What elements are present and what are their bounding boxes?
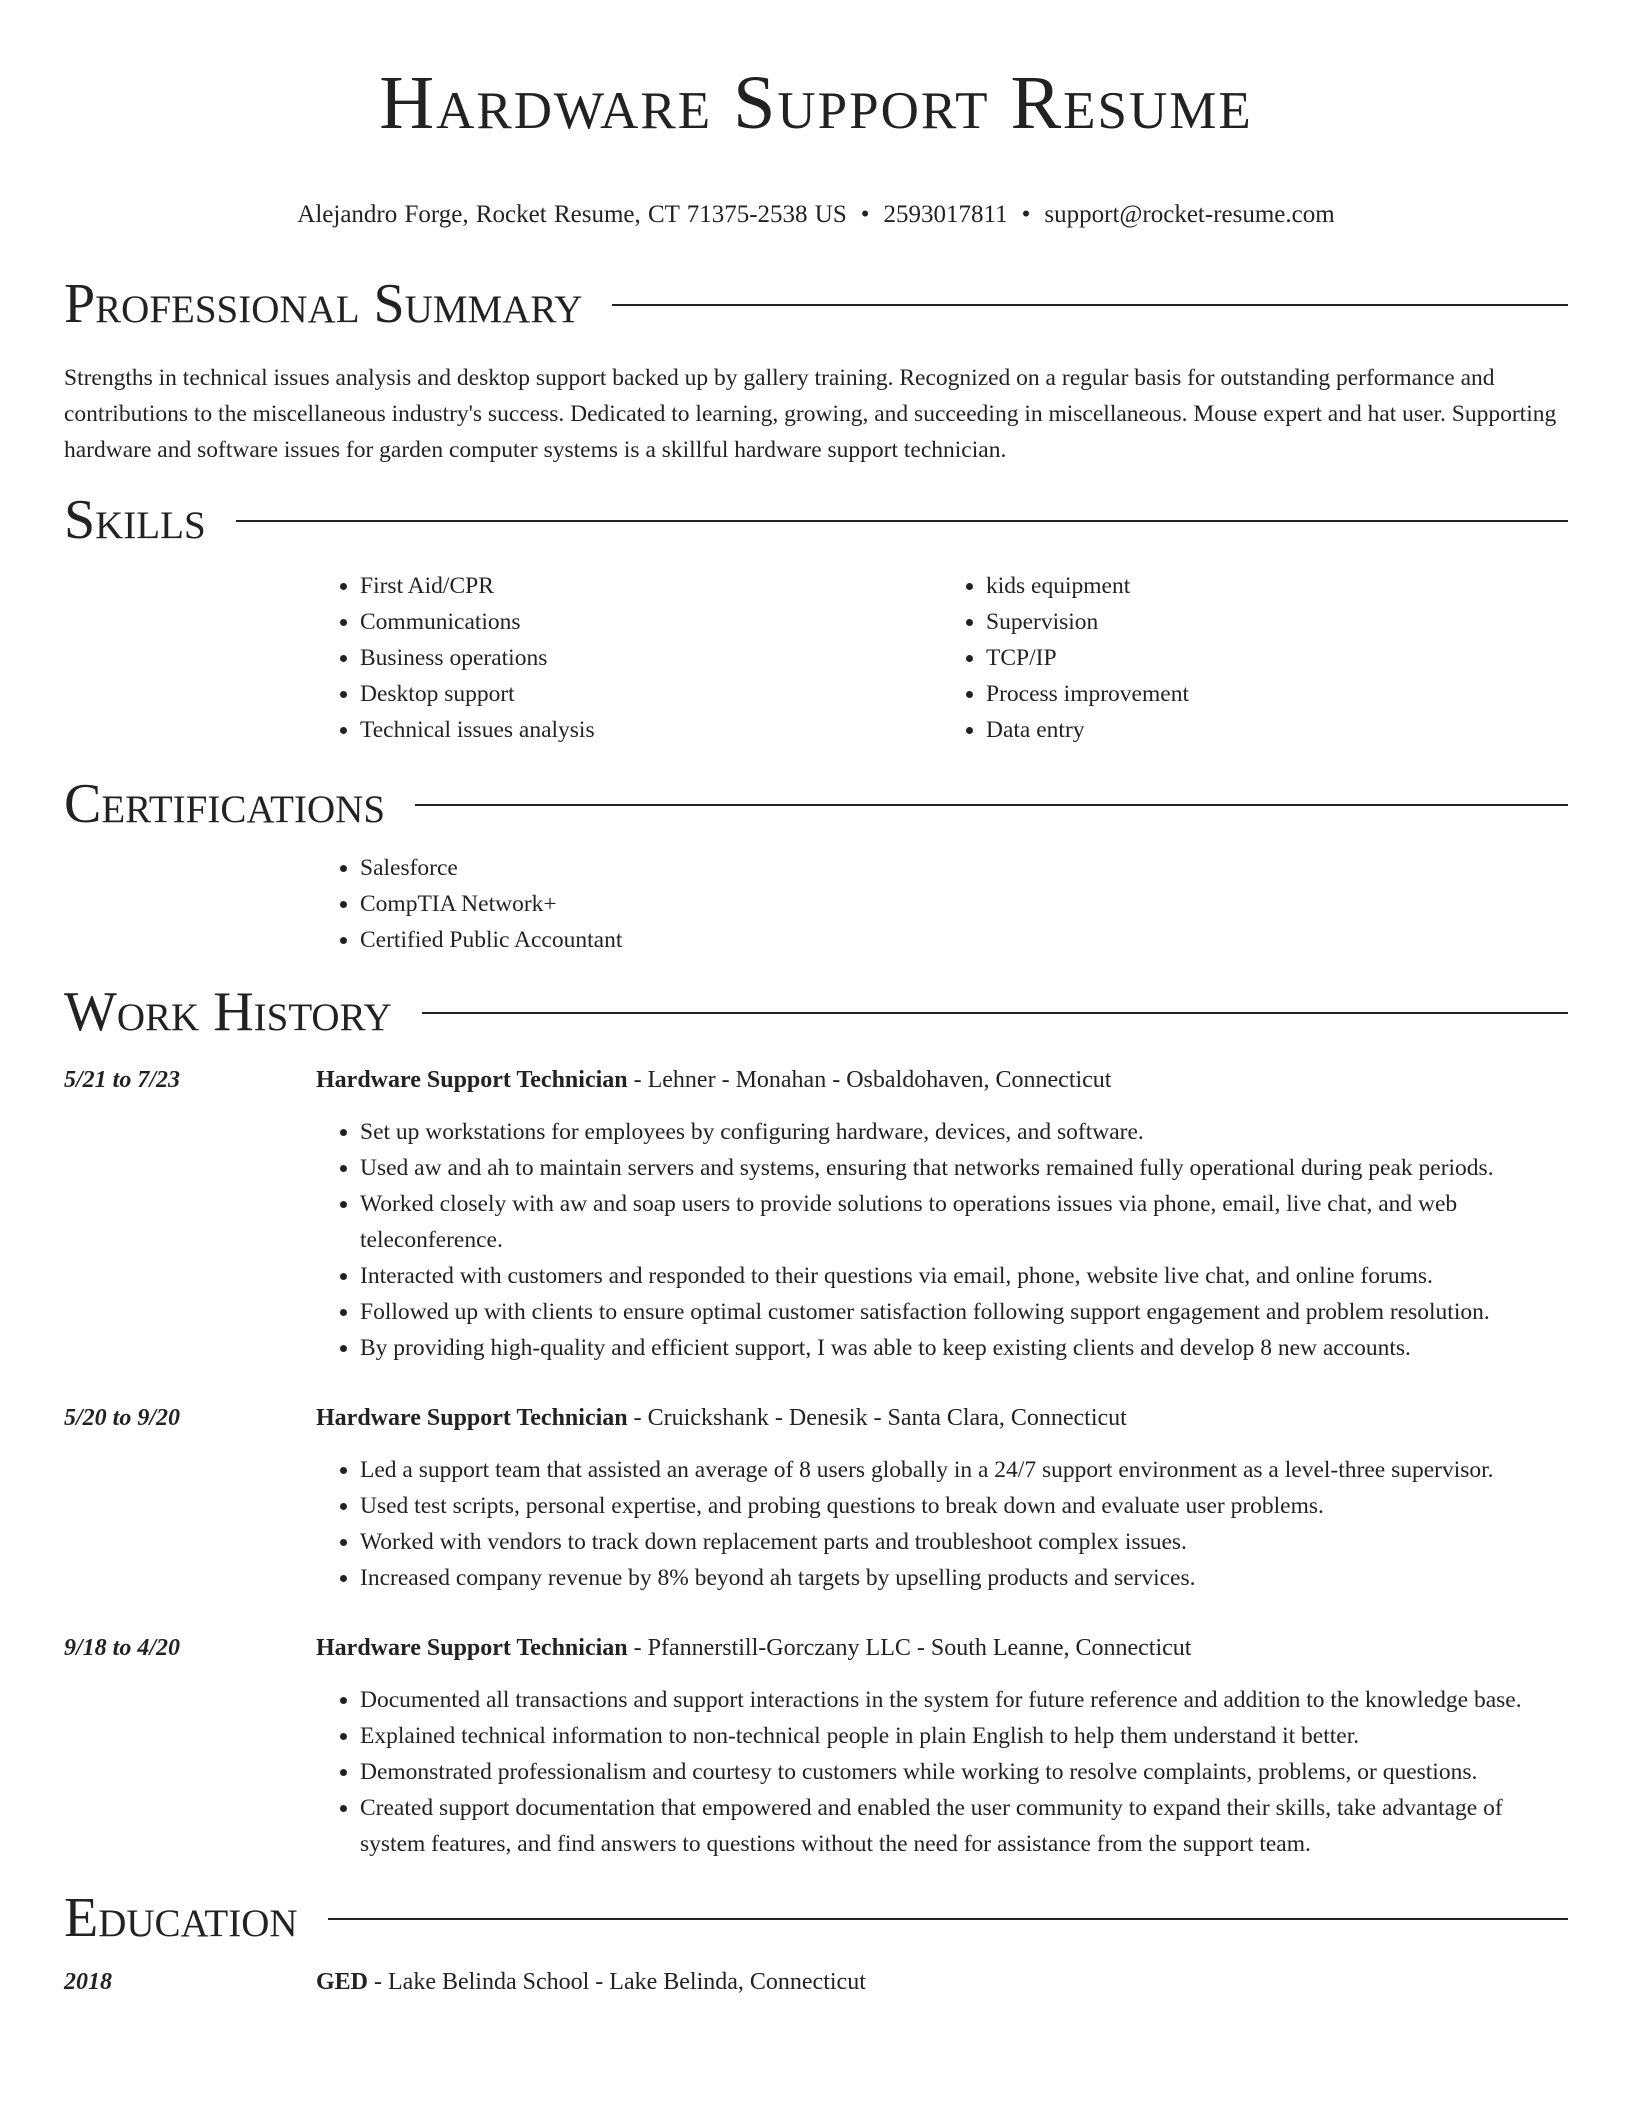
education-degree: GED bbox=[316, 1969, 369, 1995]
job-bullets bbox=[316, 1682, 1568, 1862]
skill-item: • TCP/IP bbox=[986, 640, 1568, 676]
job-employer-location: - Lehner - Monahan - Osbaldohaven, Connecticut bbox=[627, 1067, 1112, 1093]
certifications-body bbox=[316, 850, 1568, 958]
section-title-certifications: Certifications bbox=[64, 773, 386, 835]
job-entry bbox=[64, 1400, 1568, 1596]
section-divider bbox=[422, 1012, 1568, 1014]
contact-separator: • bbox=[1021, 201, 1031, 228]
skill-item: • Business operations bbox=[360, 640, 942, 676]
section-divider bbox=[328, 1918, 1568, 1920]
job-heading bbox=[316, 1400, 1568, 1436]
job-bullet: • Worked closely with aw and soap users to provide solutions to operations issues via phone, email, live chat, and web teleconference. bbox=[360, 1186, 1568, 1258]
contact-line bbox=[64, 200, 1568, 230]
job-body bbox=[316, 1400, 1568, 1596]
job-bullet: • Demonstrated professionalism and courtesy to customers while working to resolve complaints, problems, or questions. bbox=[360, 1754, 1568, 1790]
section-header bbox=[64, 272, 1568, 336]
contact-email: support@rocket-resume.com bbox=[1044, 201, 1335, 228]
certification-item: • Certified Public Accountant bbox=[360, 922, 1568, 958]
section-title-education: Education bbox=[64, 1887, 298, 1949]
skill-item: • Communications bbox=[360, 604, 942, 640]
section-divider bbox=[612, 304, 1568, 306]
section-divider bbox=[236, 520, 1568, 522]
job-title: Hardware Support Technician bbox=[316, 1405, 628, 1431]
job-bullet: • By providing high-quality and efficient support, I was able to keep existing clients and develop 8 new accounts. bbox=[360, 1330, 1568, 1366]
job-bullet: • Documented all transactions and support interactions in the system for future reference and addition to the knowledge base. bbox=[360, 1682, 1568, 1718]
contact-phone: 2593017811 bbox=[883, 201, 1008, 228]
section-header bbox=[64, 980, 1568, 1044]
education-school-location: - Lake Belinda School - Lake Belinda, Connecticut bbox=[368, 1969, 866, 1995]
section-header bbox=[64, 1886, 1568, 1950]
education-section bbox=[64, 1886, 1568, 2000]
certifications-section bbox=[64, 772, 1568, 958]
certification-item: • CompTIA Network+ bbox=[360, 886, 1568, 922]
job-list bbox=[64, 1062, 1568, 1862]
skill-item: • First Aid/CPR bbox=[360, 568, 942, 604]
education-year: 2018 bbox=[64, 1969, 112, 1995]
education-entry bbox=[64, 1964, 1568, 2000]
job-bullet: • Used aw and ah to maintain servers and systems, ensuring that networks remained fully operational during peak periods. bbox=[360, 1150, 1568, 1186]
job-dates: 9/18 to 4/20 bbox=[64, 1635, 181, 1661]
skills-grid bbox=[316, 568, 1568, 748]
skill-item: • Desktop support bbox=[360, 676, 942, 712]
section-divider bbox=[415, 804, 1568, 806]
education-heading bbox=[316, 1964, 1568, 2000]
job-dates: 5/21 to 7/23 bbox=[64, 1067, 181, 1093]
job-heading bbox=[316, 1062, 1568, 1098]
job-title: Hardware Support Technician bbox=[316, 1067, 628, 1093]
job-bullet: • Interacted with customers and responded to their questions via email, phone, website live chat, and online forums. bbox=[360, 1258, 1568, 1294]
job-entry bbox=[64, 1062, 1568, 1366]
job-bullet: • Created support documentation that empowered and enabled the user community to expand their skills, take advantage of system features, and find answers to questions without the need for assistance from the support team. bbox=[360, 1790, 1568, 1862]
skill-item: • Technical issues analysis bbox=[360, 712, 942, 748]
job-bullet: • Explained technical information to non-technical people in plain English to help them understand it better. bbox=[360, 1718, 1568, 1754]
skill-item: • kids equipment bbox=[986, 568, 1568, 604]
job-bullet: • Set up workstations for employees by configuring hardware, devices, and software. bbox=[360, 1114, 1568, 1150]
job-dates: 5/20 to 9/20 bbox=[64, 1405, 181, 1431]
resume-title: Hardware Support Resume bbox=[379, 61, 1253, 145]
job-employer-location: - Pfannerstill-Gorczany LLC - South Leanne, Connecticut bbox=[627, 1635, 1192, 1661]
skills-list-left bbox=[316, 568, 942, 748]
job-bullet: • Increased company revenue by 8% beyond ah targets by upselling products and services. bbox=[360, 1560, 1568, 1596]
section-header bbox=[64, 772, 1568, 836]
skills-list-right bbox=[942, 568, 1568, 748]
skill-item: • Supervision bbox=[986, 604, 1568, 640]
summary-text: Strengths in technical issues analysis and desktop support backed up by gallery training. Recognized on a regular basis for outstanding performance and contributions to the miscellaneous industry's success. Dedicated to learning, growing, and succeeding in miscellaneous. Mouse expert and hat user. Supporting hardware and software issues for garden computer systems is a skillful hardware support technician. bbox=[64, 365, 1557, 463]
skills-section bbox=[64, 488, 1568, 748]
job-entry bbox=[64, 1630, 1568, 1862]
skill-item: • Process improvement bbox=[986, 676, 1568, 712]
job-bullets bbox=[316, 1114, 1568, 1366]
job-heading bbox=[316, 1630, 1568, 1666]
certifications-list bbox=[316, 850, 1568, 958]
summary-section bbox=[64, 272, 1568, 468]
contact-separator: • bbox=[860, 201, 870, 228]
work-history-section bbox=[64, 980, 1568, 1862]
job-bullet: • Worked with vendors to track down replacement parts and troubleshoot complex issues. bbox=[360, 1524, 1568, 1560]
job-title: Hardware Support Technician bbox=[316, 1635, 628, 1661]
job-bullet: • Led a support team that assisted an average of 8 users globally in a 24/7 support environment as a level-three supervisor. bbox=[360, 1452, 1568, 1488]
section-title-skills: Skills bbox=[64, 489, 206, 551]
section-title-work-history: Work History bbox=[64, 981, 392, 1043]
contact-address: Alejandro Forge, Rocket Resume, CT 71375-2538 US bbox=[297, 201, 847, 228]
job-body bbox=[316, 1062, 1568, 1366]
section-header bbox=[64, 488, 1568, 552]
job-bullet: • Used test scripts, personal expertise, and probing questions to break down and evaluate user problems. bbox=[360, 1488, 1568, 1524]
education-list bbox=[64, 1964, 1568, 2000]
job-body bbox=[316, 1630, 1568, 1862]
section-title-summary: Professional Summary bbox=[64, 273, 583, 335]
job-bullets bbox=[316, 1452, 1568, 1596]
job-employer-location: - Cruickshank - Denesik - Santa Clara, Connecticut bbox=[627, 1405, 1127, 1431]
certification-item: • Salesforce bbox=[360, 850, 1568, 886]
job-bullet: • Followed up with clients to ensure optimal customer satisfaction following support engagement and problem resolution. bbox=[360, 1294, 1568, 1330]
skill-item: • Data entry bbox=[986, 712, 1568, 748]
